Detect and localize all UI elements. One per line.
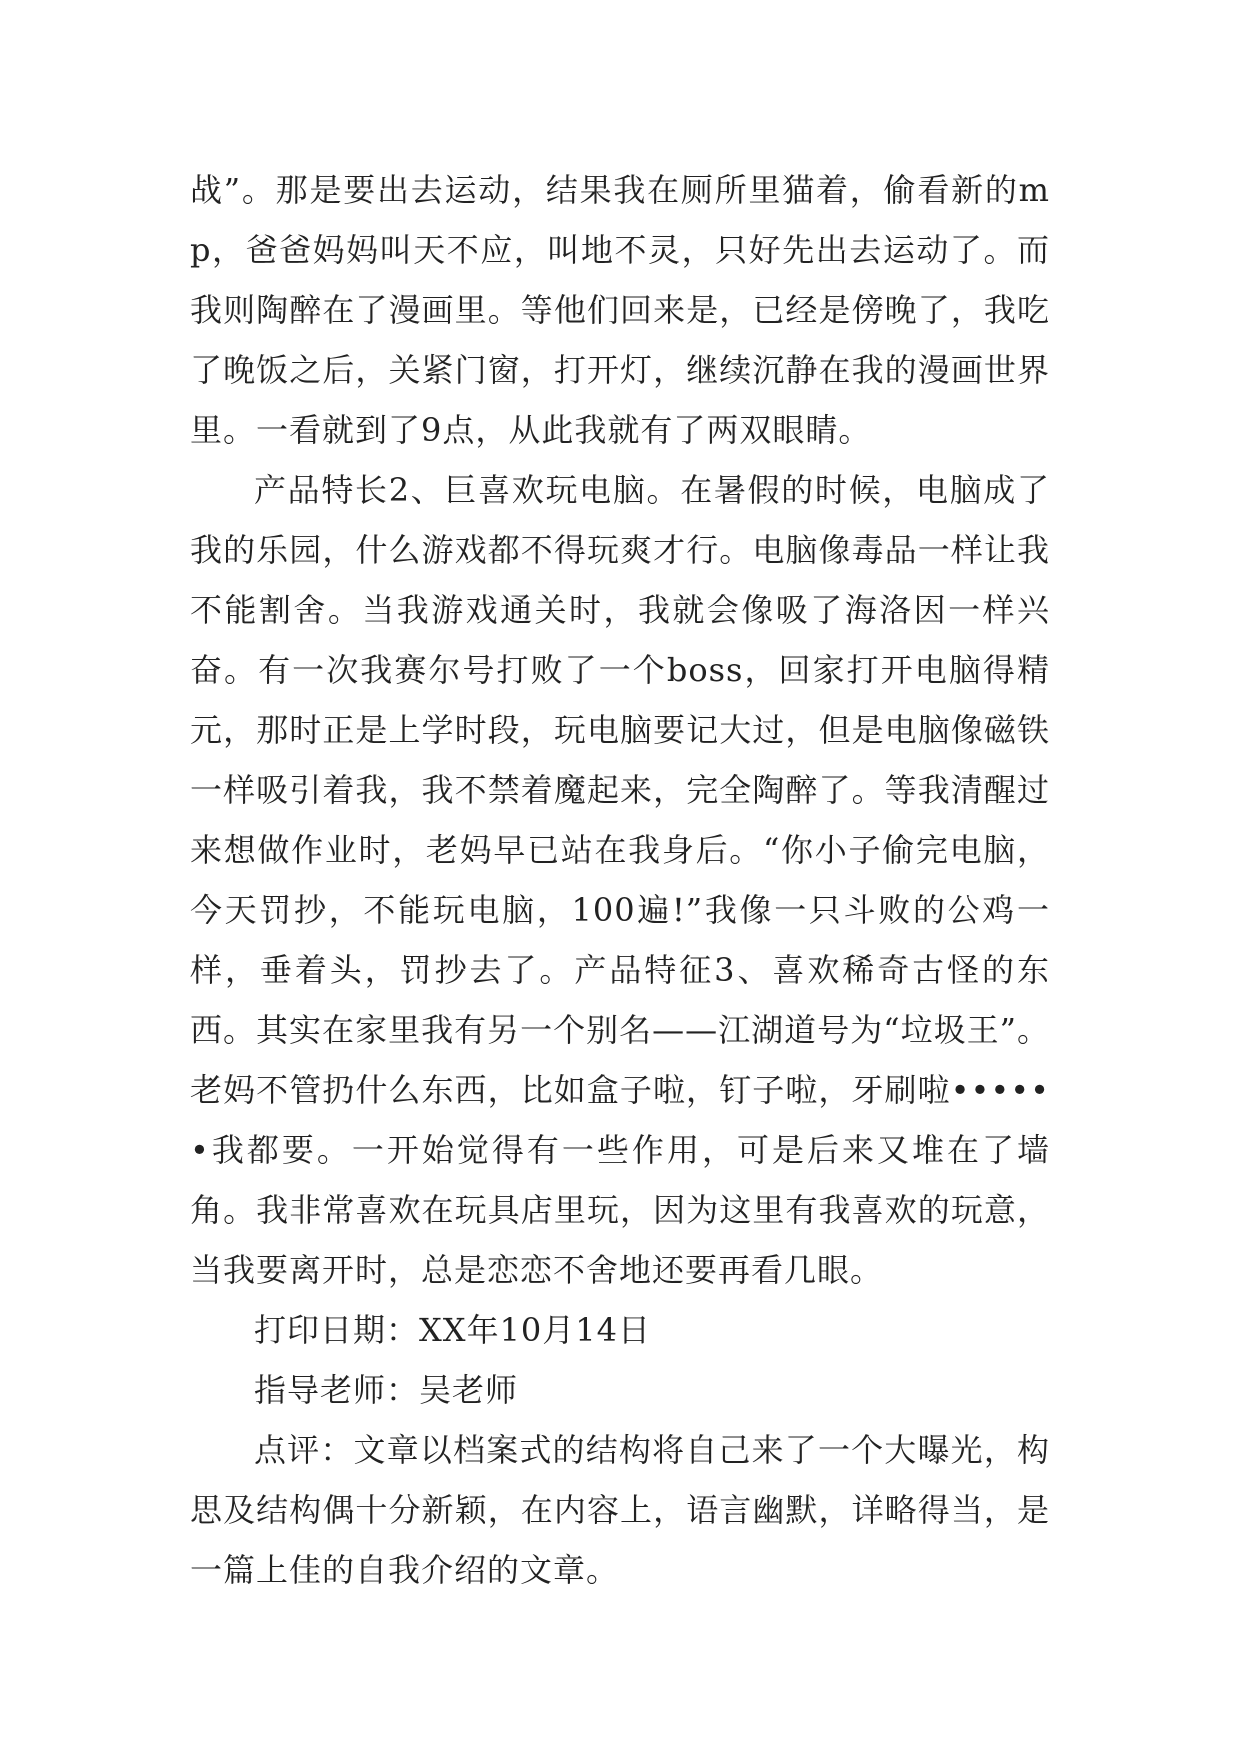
paragraph-product-features: 产品特长2、巨喜欢玩电脑。在暑假的时候，电脑成了我的乐园，什么游戏都不得玩爽才行。电脑像毒品一样让我不能割舍。当我游戏通关时，我就会像吸了海洛因一样兴奋。有一次我赛尔号打败了一个boss，回家打开电脑得精元，那时正是上学时段，玩电脑要记大过，但是电脑像磁铁一样吸引着我，我不禁着魔起来，完全陶醉了。等我清醒过来想做作业时，老妈早已站在我身后。“你小子偷完电脑，今天罚抄，不能玩电脑，100遍!”我像一只斗败的公鸡一样，垂着头，罚抄去了。产品特征3、喜欢稀奇古怪的东西。其实在家里我有另一个别名——江湖道号为“垃圾王”。老妈不管扔什么东西，比如盒子啦，钉子啦，牙刷啦••••••我都要。一开始觉得有一些作用，可是后来又堆在了墙角。我非常喜欢在玩具店里玩，因为这里有我喜欢的玩意，当我要离开时，总是恋恋不舍地还要再看几眼。: [190, 471, 1050, 1289]
teacher-line: 指导老师：吴老师: [254, 1371, 519, 1409]
document-body: [190, 160, 1050, 1600]
print-date-line: 打印日期：XX年10月14日: [254, 1311, 652, 1349]
paragraph-continuation: 战”。那是要出去运动，结果我在厕所里猫着，偷看新的mp，爸爸妈妈叫天不应，叫地不灵，只好先出去运动了。而我则陶醉在了漫画里。等他们回来是，已经是傍晚了，我吃了晚饭之后，关紧门窗，打开灯，继续沉静在我的漫画世界里。一看就到了9点，从此我就有了两双眼睛。: [190, 171, 1050, 449]
comment-paragraph: 点评：文章以档案式的结构将自己来了一个大曝光，构思及结构偶十分新颖，在内容上，语言幽默，详略得当，是一篇上佳的自我介绍的文章。: [190, 1431, 1050, 1589]
